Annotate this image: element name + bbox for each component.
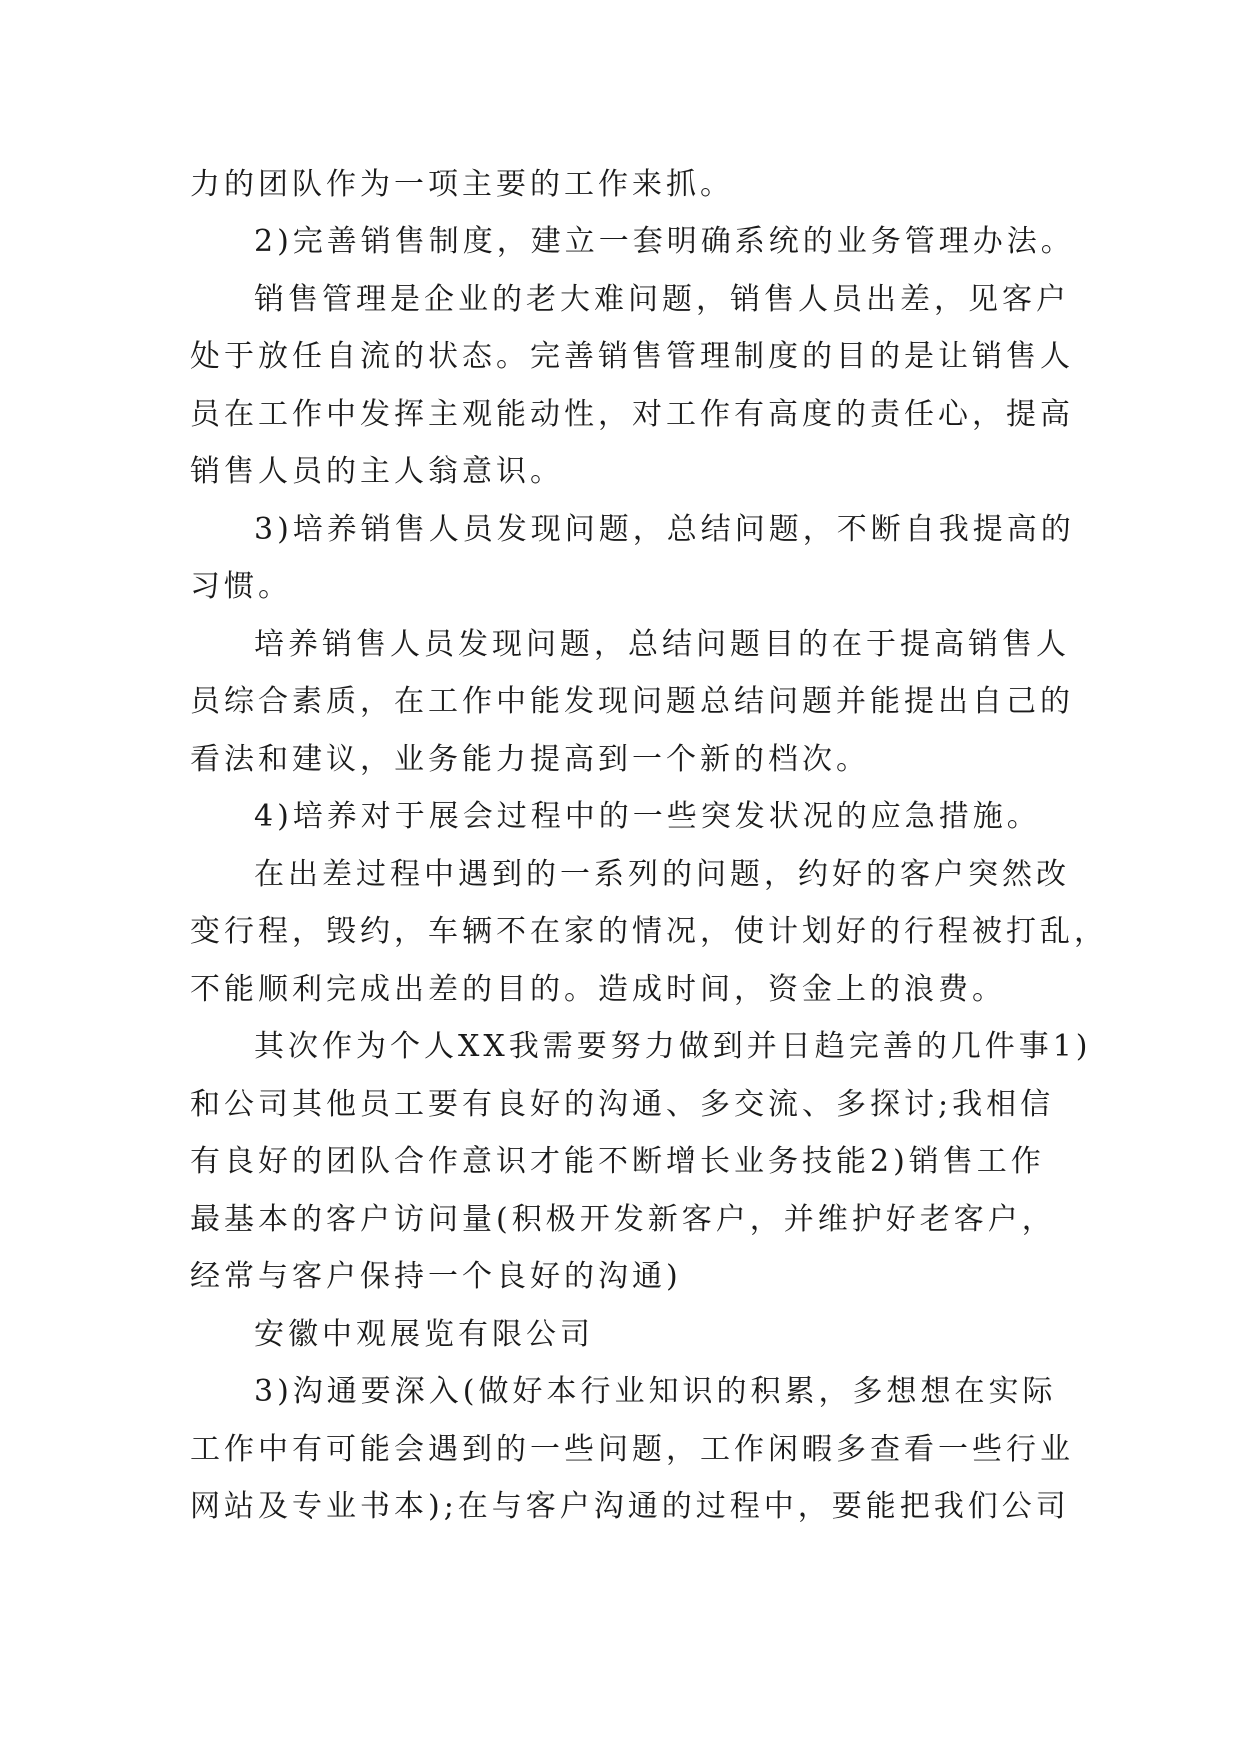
text-line: 培养销售人员发现问题，总结问题目的在于提高销售人 — [254, 627, 1070, 662]
text-line: 不能顺利完成出差的目的。造成时间，资金上的浪费。 — [190, 972, 1006, 1007]
text-line: 4)培养对于展会过程中的一些突发状况的应急措施。 — [254, 799, 1041, 834]
text-line: 员综合素质，在工作中能发现问题总结问题并能提出自己的 — [190, 684, 1074, 719]
text-line: 最基本的客户访问量(积极开发新客户，并维护好老客户， — [190, 1202, 1056, 1237]
text-line: 变行程，毁约，车辆不在家的情况，使计划好的行程被打乱， — [190, 914, 1108, 949]
text-line: 3)沟通要深入(做好本行业知识的积累，多想想在实际 — [254, 1374, 1057, 1409]
text-line: 力的团队作为一项主要的工作来抓。 — [190, 167, 734, 202]
text-line: 和公司其他员工要有良好的沟通、多交流、多探讨;我相信 — [190, 1087, 1055, 1122]
text-line: 安徽中观展览有限公司 — [254, 1317, 594, 1352]
text-line: 销售管理是企业的老大难问题，销售人员出差，见客户 — [254, 282, 1070, 317]
text-line: 其次作为个人XX我需要努力做到并日趋完善的几件事1) — [254, 1029, 1092, 1064]
text-line: 3)培养销售人员发现问题，总结问题，不断自我提高的 — [254, 512, 1075, 547]
text-line: 经常与客户保持一个良好的沟通) — [190, 1259, 682, 1294]
text-line: 看法和建议，业务能力提高到一个新的档次。 — [190, 742, 870, 777]
text-line: 员在工作中发挥主观能动性，对工作有高度的责任心，提高 — [190, 397, 1074, 432]
text-line: 处于放任自流的状态。完善销售管理制度的目的是让销售人 — [190, 339, 1074, 374]
text-line: 网站及专业书本);在与客户沟通的过程中，要能把我们公司 — [190, 1489, 1070, 1524]
text-line: 有良好的团队合作意识才能不断增长业务技能2)销售工作 — [190, 1144, 1045, 1179]
text-line: 在出差过程中遇到的一系列的问题，约好的客户突然改 — [254, 857, 1070, 892]
text-line: 销售人员的主人翁意识。 — [190, 454, 564, 489]
text-line: 工作中有可能会遇到的一些问题，工作闲暇多查看一些行业 — [190, 1432, 1074, 1467]
text-line: 2)完善销售制度，建立一套明确系统的业务管理办法。 — [254, 224, 1075, 259]
text-line: 习惯。 — [190, 569, 292, 604]
